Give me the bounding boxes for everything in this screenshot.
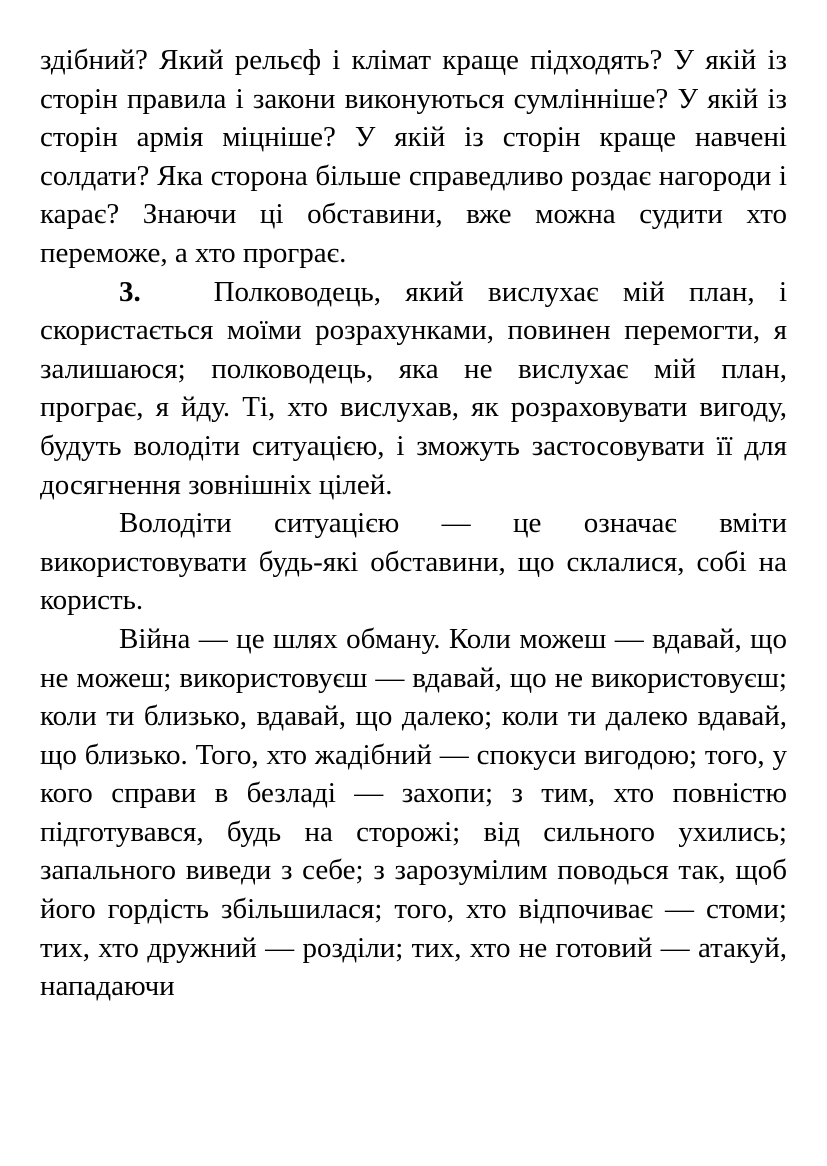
paragraph-situation: Володіти ситуацією — це означає вміти використовувати будь-які обставини, що склалися, собі на користь. — [40, 507, 787, 617]
paragraph-3-text: Полководець, який вислухає мій план, і скористається моїми розрахунками, повинен перемогти, я залишаюся; полководець, яка не вислухає мій план, програє, я йду. Ті, хто вислухав, як розраховувати вигоду, будуть володіти ситуацією, і зможуть застосовувати її для досягнення зовнішніх цілей. — [40, 275, 787, 501]
paragraph-number: 3. — [119, 275, 141, 308]
paragraph-continuation: здібний? Який рельєф і клімат краще підходять? У якій із сторін правила і закони виконуються сумлінніше? У якій із сторін армія міцніше? У якій із сторін краще навчені солдати? Яка сторона більше справедливо роздає нагороди і карає? Знаючи ці обставини, вже можна судити хто переможе, а хто програє. — [40, 44, 787, 269]
paragraph-war-deception: Війна — це шлях обману. Коли можеш — вдавай, що не можеш; використовуєш — вдавай, що не використовуєш; коли ти близько, вдавай, що далеко; коли ти далеко вдавай, що близько. Того, хто жадібний — спокуси вигодою; того, у кого справи в безладі — захопи; з тим, хто повністю підготувався, будь на сторожі; від сильного ухились; запального виведи з себе; з зарозумілим поводься так, щоб його гордість збільшилася; того, хто відпочиває — стоми; тих, хто дружний — розділи; тих, хто не готовий — атакуй, нападаючи — [40, 622, 787, 1003]
paragraph-3 — [40, 273, 787, 505]
document-page — [40, 41, 787, 1006]
